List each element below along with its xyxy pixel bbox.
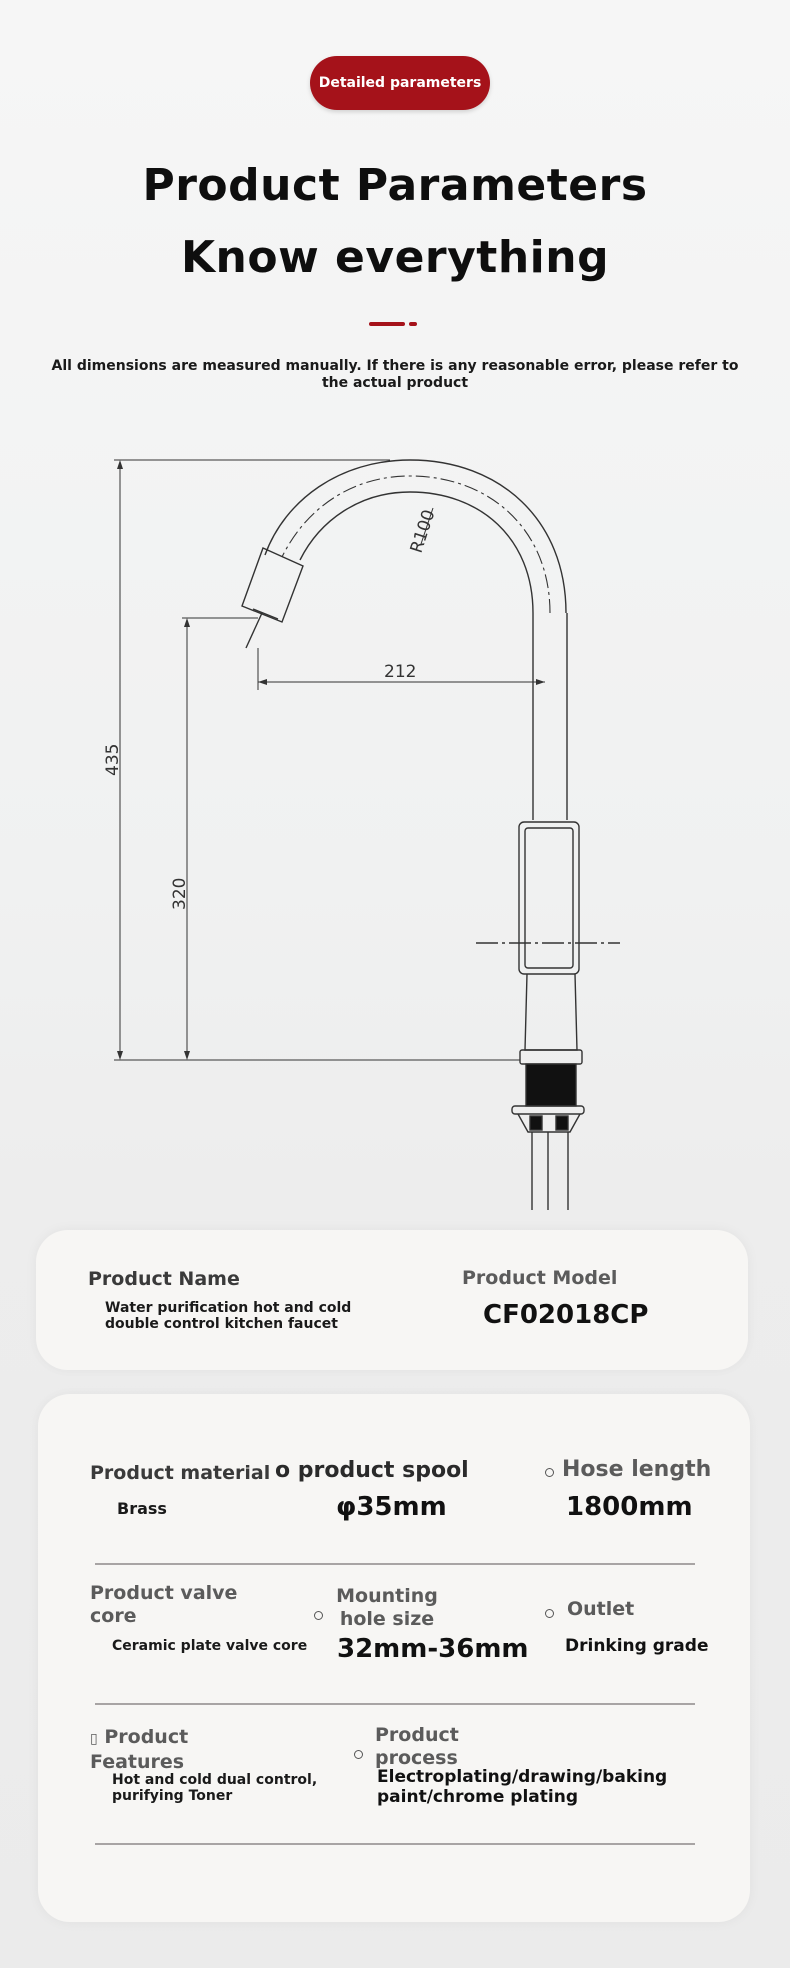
- outlet-bullet-icon: [545, 1609, 554, 1618]
- hose-bullet-icon: [545, 1468, 554, 1477]
- outlet-label: Outlet: [567, 1598, 635, 1620]
- product-model-value: CF02018CP: [483, 1300, 649, 1330]
- spool-value: φ35mm: [336, 1492, 447, 1522]
- hose-length-value: 1800mm: [566, 1492, 693, 1522]
- mounting-hole-value: 32mm-36mm: [337, 1634, 529, 1664]
- features-icon: ▯: [90, 1731, 98, 1747]
- measurement-note: All dimensions are measured manually. If there is any reasonable error, please refer to the actual product: [51, 358, 739, 391]
- features-label-text: Product Features: [90, 1726, 189, 1773]
- material-label: Product material: [90, 1462, 271, 1484]
- divider-2: [95, 1703, 695, 1705]
- spool-label: o product spool: [275, 1458, 469, 1483]
- mounting-hole-label: Mounting hole size: [336, 1585, 438, 1630]
- valve-core-value: Ceramic plate valve core: [112, 1638, 308, 1654]
- product-name-value: Water purification hot and cold double control kitchen faucet: [105, 1300, 352, 1332]
- accent-bar-short: [409, 322, 417, 326]
- hose-length-label: Hose length: [562, 1457, 712, 1482]
- dimension-radius-label: R100: [406, 507, 440, 556]
- dimension-reach-label: 212: [384, 662, 417, 682]
- product-model-label: Product Model: [462, 1267, 618, 1289]
- page-title: Product Parameters: [142, 160, 648, 211]
- detailed-parameters-badge: Detailed parameters: [310, 56, 490, 110]
- features-value: Hot and cold dual control, purifying Toner: [112, 1772, 318, 1804]
- accent-bar-long: [369, 322, 405, 326]
- divider-1: [95, 1563, 695, 1565]
- product-name-label: Product Name: [88, 1268, 240, 1290]
- page-subtitle: Know everything: [180, 232, 610, 283]
- valve-core-label: Product valve core: [90, 1582, 238, 1627]
- faucet-technical-drawing: [0, 420, 790, 1210]
- divider-3: [95, 1843, 695, 1845]
- material-value: Brass: [117, 1499, 167, 1518]
- outlet-value: Drinking grade: [565, 1636, 709, 1656]
- process-value: Electroplating/drawing/baking paint/chrome plating: [377, 1767, 668, 1807]
- process-label: Product process: [375, 1724, 459, 1769]
- process-bullet-icon: [354, 1750, 363, 1759]
- dimension-total-height-label: 435: [103, 743, 123, 776]
- features-label: [90, 1726, 240, 1774]
- dimension-spout-height-label: 320: [170, 877, 190, 910]
